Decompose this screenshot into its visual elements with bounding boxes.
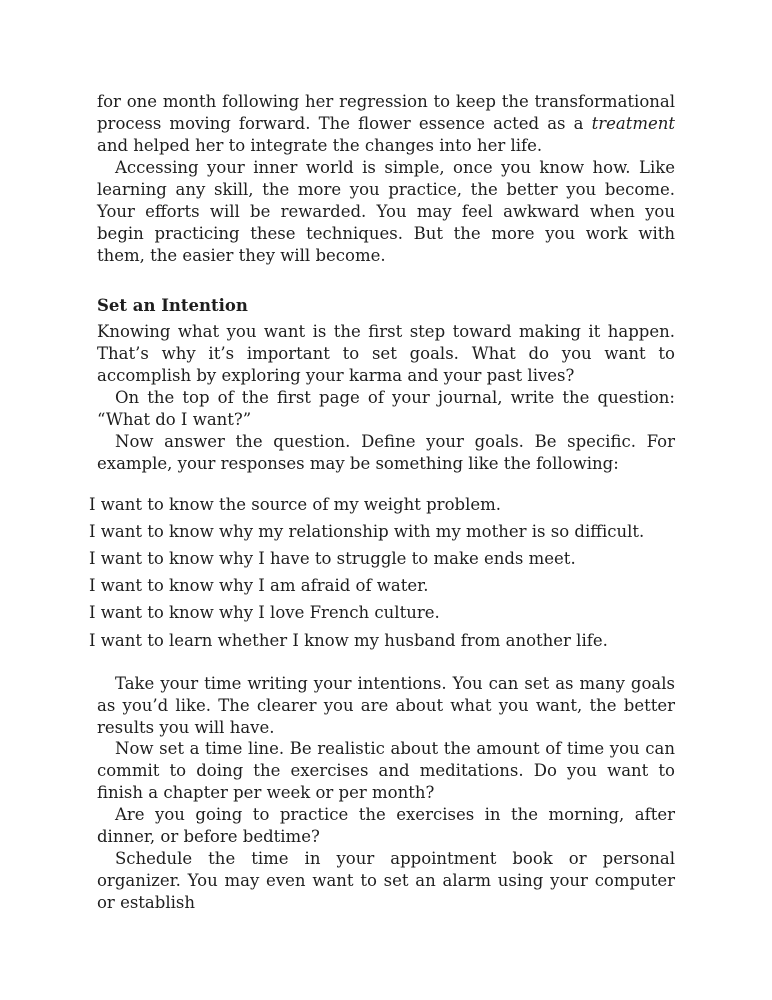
paragraph-text: and helped her to integrate the changes into her life. bbox=[97, 136, 543, 155]
list-item: I want to know why I am afraid of water. bbox=[89, 576, 429, 595]
paragraph-practice: Are you going to practice the exercises in the morning, after dinner, or before bedtime? bbox=[97, 805, 675, 846]
paragraph-text: for one month following her regression to keep the transformational process moving forward. The flower essence acted as a bbox=[97, 92, 675, 133]
list-item: I want to know why I love French culture. bbox=[89, 603, 440, 622]
list-item: I want to know the source of my weight problem. bbox=[89, 495, 502, 514]
paragraph-take-time: Take your time writing your intentions. You can set as many goals as you’d like. The clearer you are about what you want, the better results you will have. bbox=[97, 674, 675, 737]
list-item: I want to learn whether I know my husband from another life. bbox=[89, 631, 608, 650]
section-heading: Set an Intention bbox=[97, 296, 248, 315]
paragraph-time-line: Now set a time line. Be realistic about the amount of time you can commit to doing the exercises and meditations. Do you want to finish a chapter per week or per month? bbox=[97, 739, 675, 802]
paragraph-inner-world: Accessing your inner world is simple, once you know how. Like learning any skill, the more you practice, the better you become. Your efforts will be rewarded. You may feel awkward when you begin practicing these techniques. But the more you work with them, the easier they will become. bbox=[97, 158, 675, 265]
list-item: I want to know why I have to struggle to make ends meet. bbox=[89, 549, 576, 568]
paragraph-answer: Now answer the question. Define your goals. Be specific. For example, your responses may be something like the following: bbox=[97, 432, 675, 473]
paragraph-continuation bbox=[97, 91, 675, 157]
paragraph-schedule: Schedule the time in your appointment book or personal organizer. You may even want to set an alarm using your computer or establish bbox=[97, 849, 675, 912]
paragraph-knowing: Knowing what you want is the first step toward making it happen. That’s why it’s important to set goals. What do you want to accomplish by exploring your karma and your past lives? bbox=[97, 322, 675, 385]
emphasized-word: treatment bbox=[591, 114, 675, 133]
paragraph-journal: On the top of the first page of your journal, write the question: “What do I want?” bbox=[97, 388, 675, 429]
list-item: I want to know why my relationship with my mother is so difficult. bbox=[89, 522, 645, 541]
